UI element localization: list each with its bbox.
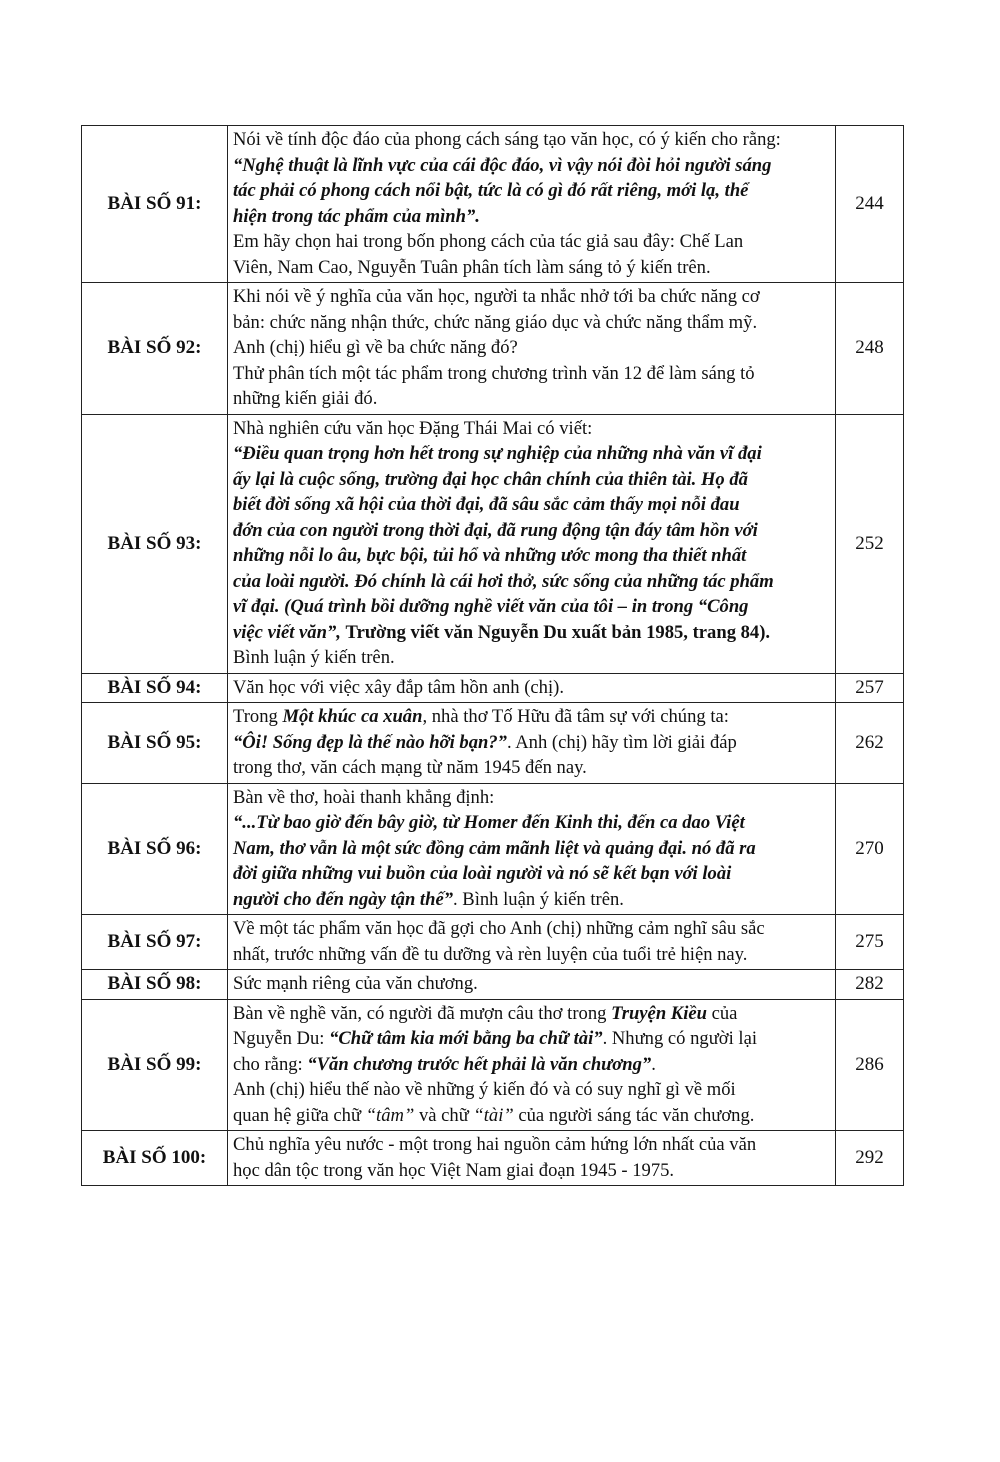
text-segment: bản: chức năng nhận thức, chức năng giáo dục và chức năng thẩm mỹ. xyxy=(233,311,758,333)
text-segment: nhất, trước những vấn đề tu dưỡng và rèn luyện của tuổi trẻ hiện nay. xyxy=(233,943,748,965)
text-segment: “Nghệ thuật là lĩnh vực của cái độc đáo, vì vậy nói đòi hỏi người sáng xyxy=(233,154,772,176)
exercise-label: BÀI SỐ 96: xyxy=(82,783,228,915)
table-row xyxy=(82,283,904,415)
text-segment: . Nhưng có người lại xyxy=(602,1028,758,1049)
exercise-label: BÀI SỐ 97: xyxy=(82,915,228,970)
text-segment: Trường viết văn Nguyễn Du xuất bản 1985, trang 84). xyxy=(345,621,771,643)
description-line xyxy=(233,284,829,310)
text-segment: Anh (chị) hiểu thế nào về những ý kiến đó và có suy nghĩ gì về mối xyxy=(233,1079,736,1100)
exercise-label: BÀI SỐ 95: xyxy=(82,703,228,784)
text-segment: Khi nói về ý nghĩa của văn học, người ta nhắc nhở tới ba chức năng cơ xyxy=(233,286,760,307)
text-segment: tác phải có phong cách nổi bật, tức là có gì đó rất riêng, mới lạ, thể xyxy=(233,180,749,201)
description-line xyxy=(233,594,829,620)
description-line xyxy=(233,492,829,518)
description-line xyxy=(233,810,829,836)
text-segment: đớn của con người trong thời đại, đã rung động tận đáy tâm hồn với xyxy=(233,519,758,541)
page-number: 252 xyxy=(836,414,904,673)
description-line xyxy=(233,1001,829,1027)
exercise-description xyxy=(228,999,836,1131)
text-segment: học dân tộc trong văn học Việt Nam giai đoạn 1945 - 1975. xyxy=(233,1159,675,1181)
description-line xyxy=(233,971,829,997)
exercise-description xyxy=(228,915,836,970)
description-line xyxy=(233,675,829,701)
text-segment: Văn học với việc xây đắp tâm hồn anh (chị). xyxy=(233,676,564,698)
text-segment: của người sáng tác văn chương. xyxy=(513,1104,755,1126)
exercise-description xyxy=(228,783,836,915)
page-number: 292 xyxy=(836,1131,904,1186)
description-line xyxy=(233,836,829,862)
description-line xyxy=(233,127,829,153)
text-segment: Một khúc ca xuân xyxy=(282,706,423,727)
description-line xyxy=(233,942,829,968)
text-segment: biết đời sống xã hội của thời đại, đã sâu sắc cảm thấy mọi nỗi đau xyxy=(233,494,740,515)
description-line xyxy=(233,645,829,671)
text-segment: Nguyễn Du: xyxy=(233,1028,330,1049)
description-line xyxy=(233,441,829,467)
description-line xyxy=(233,386,829,412)
description-line xyxy=(233,416,829,442)
text-segment: đời giữa những vui buồn của loài người và nó sẽ kết bạn với loài xyxy=(233,863,732,884)
description-line xyxy=(233,916,829,942)
text-segment: “Chữ tâm kia mới bằng ba chữ tài” xyxy=(329,1028,603,1049)
exercise-label: BÀI SỐ 91: xyxy=(82,126,228,283)
exercise-description xyxy=(228,970,836,1000)
exercise-label: BÀI SỐ 99: xyxy=(82,999,228,1131)
table-row xyxy=(82,1131,904,1186)
description-line xyxy=(233,730,829,756)
text-segment: hiện trong tác phẩm của mình”. xyxy=(233,205,480,227)
text-segment: Em hãy chọn hai trong bốn phong cách của tác giả sau đây: Chế Lan xyxy=(233,231,744,252)
exercise-label: BÀI SỐ 98: xyxy=(82,970,228,1000)
description-line xyxy=(233,1158,829,1184)
description-line xyxy=(233,204,829,230)
text-segment: “...Từ bao giờ đến bây giờ, từ Homer đến Kinh thi, đến ca dao Việt xyxy=(233,812,745,833)
text-segment: của xyxy=(706,1002,738,1024)
exercise-description xyxy=(228,414,836,673)
description-line xyxy=(233,887,829,913)
table-row xyxy=(82,126,904,283)
page-number: 257 xyxy=(836,673,904,703)
text-segment: Nhà nghiên cứu văn học Đặng Thái Mai có viết: xyxy=(233,417,593,439)
description-line xyxy=(233,335,829,361)
text-segment: Nói về tính độc đáo của phong cách sáng tạo văn học, có ý kiến cho rằng: xyxy=(233,129,781,150)
contents-table xyxy=(81,125,904,1186)
text-segment: Chủ nghĩa yêu nước - một trong hai nguồn cảm hứng lớn nhất của văn xyxy=(233,1134,757,1155)
description-line xyxy=(233,569,829,595)
exercise-label: BÀI SỐ 93: xyxy=(82,414,228,673)
text-segment: và chữ xyxy=(414,1104,474,1126)
description-line xyxy=(233,543,829,569)
description-line xyxy=(233,620,829,646)
text-segment: Về một tác phẩm văn học đã gợi cho Anh (chị) những cảm nghĩ sâu sắc xyxy=(233,918,765,939)
text-segment: “tâm” xyxy=(365,1104,415,1126)
text-segment: . Anh (chị) hãy tìm lời giải đáp xyxy=(506,731,737,753)
table-row xyxy=(82,999,904,1131)
text-segment: của loài người. Đó chính là cái hơi thở, sức sống của những tác phẩm xyxy=(233,570,774,592)
exercise-description xyxy=(228,1131,836,1186)
text-segment: vĩ đại. (Quá trình bồi dưỡng nghề viết văn của tôi – in trong “Công xyxy=(233,596,749,617)
table-row xyxy=(82,970,904,1000)
exercise-description xyxy=(228,126,836,283)
text-segment: những kiến giải đó. xyxy=(233,388,378,409)
text-segment: , nhà thơ Tố Hữu đã tâm sự với chúng ta: xyxy=(422,706,729,727)
text-segment: . xyxy=(651,1053,656,1075)
exercise-description xyxy=(228,283,836,415)
description-line xyxy=(233,861,829,887)
description-line xyxy=(233,229,829,255)
exercise-label: BÀI SỐ 100: xyxy=(82,1131,228,1186)
text-segment: trong thơ, văn cách mạng từ năm 1945 đến nay. xyxy=(233,757,587,778)
text-segment: việc viết văn”, xyxy=(233,621,346,643)
exercise-description xyxy=(228,703,836,784)
text-segment: . Bình luận ý kiến trên. xyxy=(453,888,624,910)
text-segment: người cho đến ngày tận thế” xyxy=(233,888,453,910)
description-line xyxy=(233,361,829,387)
exercise-description xyxy=(228,673,836,703)
table-row xyxy=(82,414,904,673)
text-segment: Sức mạnh riêng của văn chương. xyxy=(233,973,478,994)
page-number: 270 xyxy=(836,783,904,915)
table-row xyxy=(82,783,904,915)
text-segment: quan hệ giữa chữ xyxy=(233,1104,366,1126)
description-line xyxy=(233,153,829,179)
text-segment: Bàn về nghề văn, có người đã mượn câu thơ trong xyxy=(233,1002,612,1024)
table-row xyxy=(82,703,904,784)
description-line xyxy=(233,467,829,493)
table-row xyxy=(82,915,904,970)
description-line xyxy=(233,178,829,204)
page-number: 286 xyxy=(836,999,904,1131)
text-segment: Nam, thơ vẫn là một sức đồng cảm mãnh liệt và quảng đại. nó đã ra xyxy=(233,837,756,859)
text-segment: Bình luận ý kiến trên. xyxy=(233,647,395,668)
text-segment: Viên, Nam Cao, Nguyễn Tuân phân tích làm sáng tỏ ý kiến trên. xyxy=(233,256,711,278)
text-segment: Trong xyxy=(233,706,283,727)
table-row xyxy=(82,673,904,703)
text-segment: ấy lại là cuộc sống, trường đại học chân chính của thiên tài. Họ đã xyxy=(233,468,748,490)
text-segment: những nỗi lo âu, bực bội, tủi hổ và những ước mong tha thiết nhất xyxy=(233,545,747,566)
description-line xyxy=(233,1026,829,1052)
text-segment: “Văn chương trước hết phải là văn chương” xyxy=(307,1053,652,1075)
description-line xyxy=(233,1103,829,1129)
description-line xyxy=(233,1052,829,1078)
description-line xyxy=(233,518,829,544)
page-number: 262 xyxy=(836,703,904,784)
description-line xyxy=(233,255,829,281)
description-line xyxy=(233,704,829,730)
page-number: 248 xyxy=(836,283,904,415)
text-segment: Thử phân tích một tác phẩm trong chương trình văn 12 để làm sáng tỏ xyxy=(233,362,755,384)
text-segment: “tài” xyxy=(473,1104,514,1126)
description-line xyxy=(233,310,829,336)
description-line xyxy=(233,755,829,781)
page-number: 282 xyxy=(836,970,904,1000)
description-line xyxy=(233,1132,829,1158)
exercise-label: BÀI SỐ 92: xyxy=(82,283,228,415)
description-line xyxy=(233,785,829,811)
page-number: 275 xyxy=(836,915,904,970)
exercise-label: BÀI SỐ 94: xyxy=(82,673,228,703)
description-line xyxy=(233,1077,829,1103)
text-segment: Anh (chị) hiểu gì về ba chức năng đó? xyxy=(233,337,518,358)
text-segment: “Ôi! Sống đẹp là thế nào hỡi bạn?” xyxy=(233,731,507,753)
text-segment: Truyện Kiều xyxy=(611,1002,707,1024)
page-number: 244 xyxy=(836,126,904,283)
text-segment: Bàn về thơ, hoài thanh khẳng định: xyxy=(233,786,495,808)
text-segment: cho rằng: xyxy=(233,1053,308,1075)
text-segment: “Điều quan trọng hơn hết trong sự nghiệp của những nhà văn vĩ đại xyxy=(233,443,762,464)
